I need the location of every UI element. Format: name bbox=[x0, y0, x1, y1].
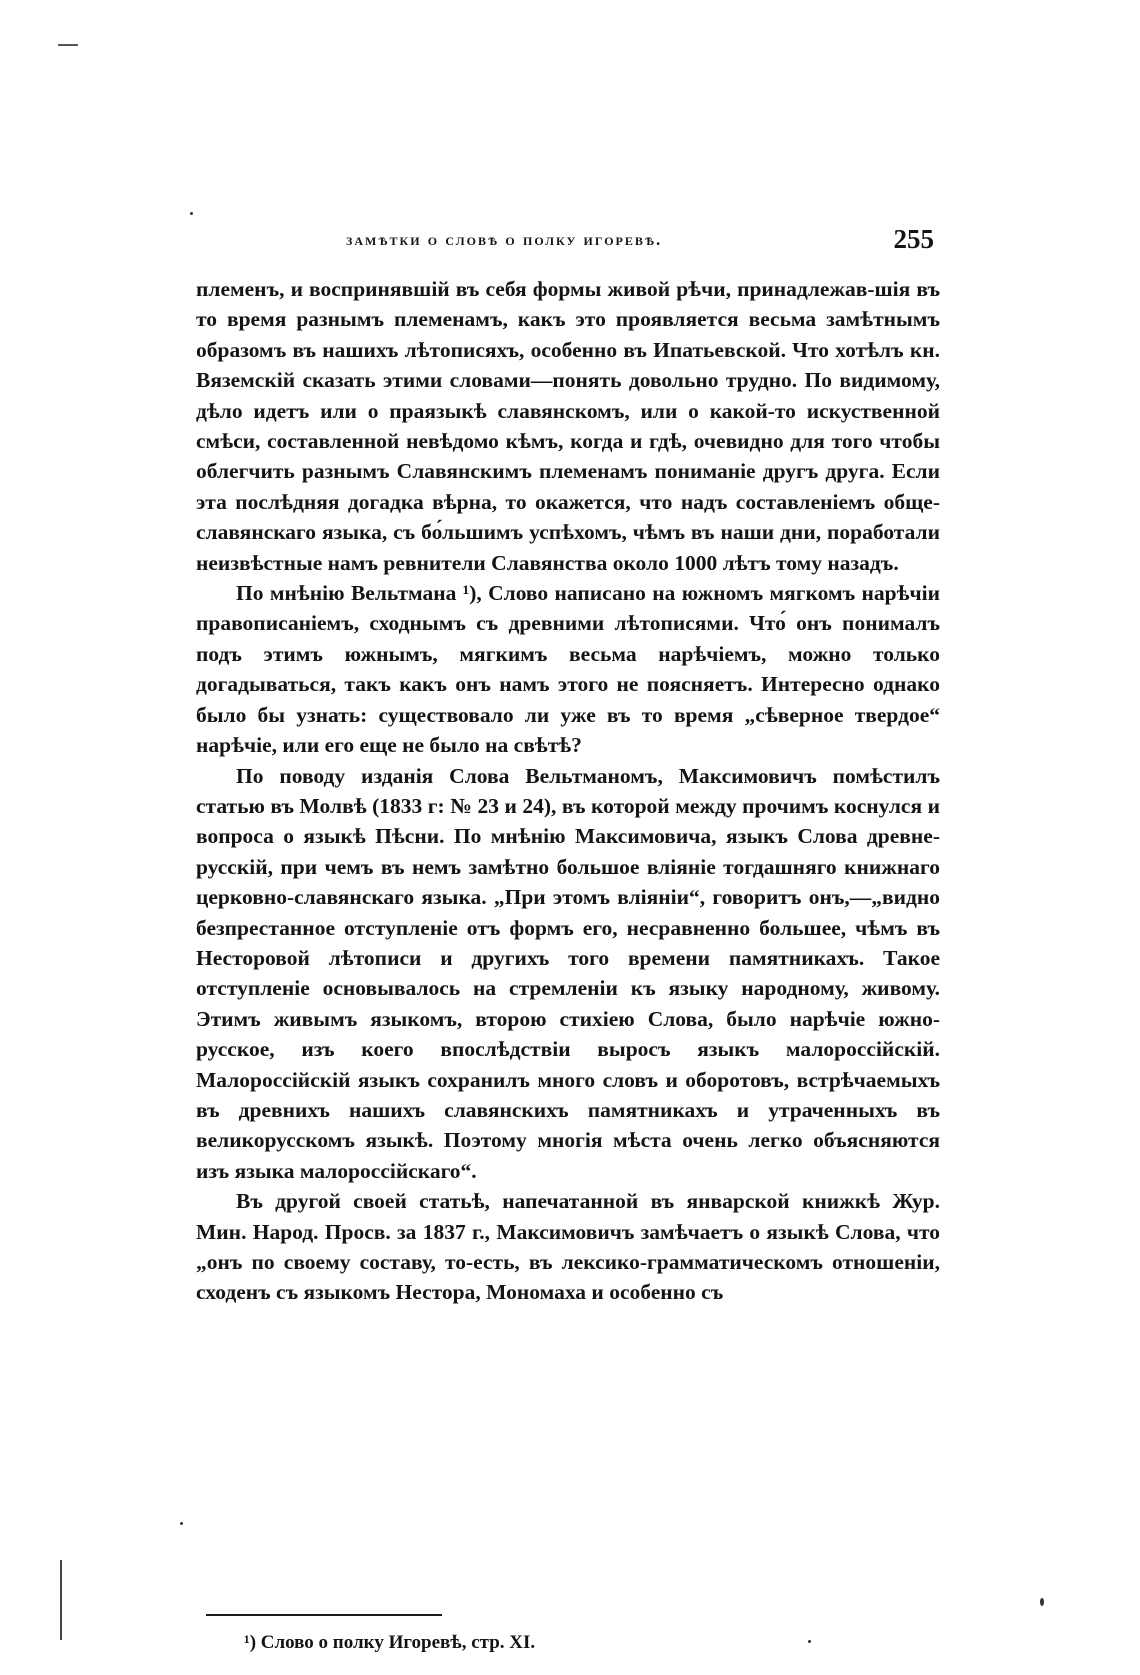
page-number: 255 bbox=[893, 224, 934, 254]
footnote: ¹) Слово о полку Игоревѣ, стр. XI. bbox=[244, 1632, 536, 1653]
paragraph: По мнѣнію Вельтмана ¹), Слово написано на южномъ мягкомъ нарѣчіи правописаніемъ, сходнымъ съ древними лѣтописями. Что́ онъ понималъ подъ этимъ южнымъ, мягкимъ весьма нарѣчіемъ, можно только догадываться, такъ какъ онъ намъ этого не поясняетъ. Интересно однако было бы узнать: существовало ли уже въ то время „сѣверное твердое“ нарѣчіе, или его еще не было на свѣтѣ? bbox=[196, 581, 940, 758]
scan-edge-mark bbox=[58, 44, 78, 46]
running-header bbox=[196, 224, 940, 258]
scan-speck bbox=[1040, 1598, 1044, 1606]
scan-speck bbox=[190, 212, 193, 215]
scan-edge-line bbox=[60, 1560, 62, 1640]
scan-speck bbox=[808, 1640, 811, 1643]
running-title: замѣтки о словѣ о полку игоревѣ. bbox=[346, 230, 663, 249]
paragraph: Въ другой своей статьѣ, напечатанной въ январской книжкѣ Жур. Мин. Народ. Просв. за 1837 г., Максимовичъ замѣчаетъ о языкѣ Слова, что „онъ по своему составу, то-есть, въ лексико-грамматическомъ отношеніи, сходенъ съ языкомъ Нестора, Мономаха и особенно съ bbox=[196, 1189, 940, 1305]
footnote-separator bbox=[206, 1614, 442, 1616]
main-text bbox=[196, 274, 940, 1308]
scan-speck bbox=[180, 1522, 183, 1525]
paragraph: племенъ, и воспринявшій въ себя формы живой рѣчи, принадлежав-шія въ то время разнымъ племенамъ, какъ это проявляется весьма замѣтнымъ образомъ въ нашихъ лѣтописяхъ, особенно въ Ипатьевской. Что хотѣлъ кн. Вяземскій сказать этими словами—понять довольно трудно. По видимому, дѣло идетъ или о праязыкѣ славянскомъ, или о какой-то искуственной смѣси, составленной невѣдомо кѣмъ, когда и гдѣ, очевидно для того чтобы облегчить разнымъ Славянскимъ племенамъ пониманіе другъ друга. Если эта послѣдняя догадка вѣрна, то окажется, что надъ составленіемъ обще-славянскаго языка, съ бо́льшимъ успѣхомъ, чѣмъ въ наши дни, поработали неизвѣстные намъ ревнители Славянства около 1000 лѣтъ тому назадъ. bbox=[196, 277, 940, 575]
paragraph: По поводу изданія Слова Вельтманомъ, Максимовичъ помѣстилъ статью въ Молвѣ (1833 г: № 23 и 24), въ которой между прочимъ коснулся и вопроса о языкѣ Пѣсни. По мнѣнію Максимовича, языкъ Слова древне-русскій, при чемъ въ немъ замѣтно большое вліяніе тогдашняго книжнаго церковно-славянскаго языка. „При этомъ вліяніи“, говоритъ онъ,—„видно безпрестанное отступленіе отъ формъ его, несравненно большее, чѣмъ въ Несторовой лѣтописи и другихъ того времени памятникахъ. Такое отступленіе основывалось на стремленіи къ языку народному, живому. Этимъ живымъ языкомъ, второю стихіею Слова, было нарѣчіе южно-русское, изъ коего впослѣдствіи выросъ языкъ малороссійскій. Малороссійскій языкъ сохранилъ много словъ и оборотовъ, встрѣчаемыхъ въ древнихъ нашихъ славянскихъ памятникахъ и утраченныхъ въ великорусскомъ языкѣ. Поэтому многія мѣста очень легко объясняются изъ языка малороссійскаго“. bbox=[196, 763, 940, 1183]
